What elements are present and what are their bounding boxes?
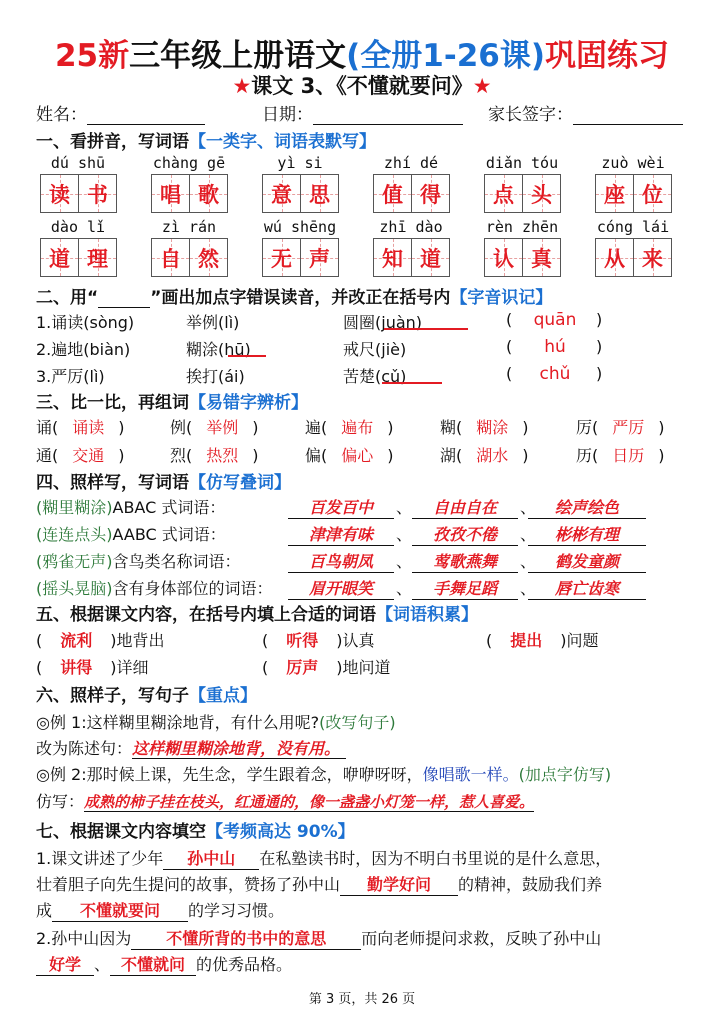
corrected-pinyin[interactable]: chǔ — [539, 364, 571, 384]
base-char: 通 — [36, 446, 53, 465]
separator: 、 — [520, 498, 537, 517]
compare-item — [440, 415, 529, 438]
answer-word[interactable]: 手舞足蹈 — [412, 576, 518, 600]
fill-text: 地问道 — [342, 658, 391, 677]
fill-sentence-3: 成 不懂就要问 的学习习惯。 — [36, 898, 284, 922]
base-char: 偏 — [305, 446, 322, 465]
answer-char: 然 — [198, 246, 219, 271]
pinyin-label: zuò wèi — [601, 154, 665, 172]
section-3-heading: 三、比一比，再组词【易错字辨析】 — [36, 393, 308, 413]
answer-char: 道 — [420, 246, 441, 271]
char-cell[interactable] — [634, 175, 671, 212]
compare-item — [305, 415, 394, 438]
paren: ) — [336, 631, 343, 650]
fill-text: 详细 — [116, 658, 149, 677]
corrected-pinyin[interactable]: hú — [544, 337, 566, 357]
answer-char: 唱 — [160, 182, 181, 207]
fill-item — [262, 655, 391, 678]
paren: ( — [321, 418, 328, 437]
pinyin-label: zhí dé — [383, 154, 439, 172]
pattern-type: AABC 式词语： — [112, 525, 226, 544]
answer-word[interactable]: 日历 — [612, 446, 645, 465]
example-word: (摇头晃脑) — [36, 579, 113, 598]
answer-word[interactable]: 热烈 — [206, 446, 239, 465]
separator: 、 — [520, 552, 537, 571]
compare-item — [576, 443, 665, 466]
paren: ( — [52, 418, 59, 437]
paren: ) — [658, 446, 665, 465]
answer-char: 知 — [382, 246, 403, 271]
answer-word[interactable]: 鹤发童颜 — [528, 549, 646, 573]
reading-item: 圆圈(juàn) — [343, 313, 423, 332]
char-box[interactable] — [595, 238, 672, 277]
char-cell[interactable] — [523, 239, 560, 276]
answer-word[interactable]: 严厉 — [612, 418, 645, 437]
answer-word[interactable]: 绘声绘色 — [528, 495, 646, 519]
answer-char: 思 — [309, 182, 330, 207]
pinyin-label: zì rán — [161, 218, 217, 236]
pinyin-label: cóng lái — [596, 218, 670, 236]
paren: ( — [36, 658, 43, 677]
fill-item — [36, 655, 149, 678]
fill-text: 认真 — [342, 631, 375, 650]
paren-close: ) — [596, 364, 603, 383]
answer-word[interactable]: 讲得 — [60, 658, 93, 677]
paren: ) — [118, 446, 125, 465]
parent-signature-field[interactable]: 家长签字： — [488, 100, 683, 125]
paren: ( — [456, 418, 463, 437]
answer-char: 认 — [493, 246, 514, 271]
paren: ( — [262, 658, 269, 677]
char-cell[interactable] — [263, 175, 301, 212]
pinyin-label: dú shū — [50, 154, 106, 172]
fill-text: 问题 — [566, 631, 599, 650]
reading-item: 1.诵读(sòng) — [36, 313, 135, 332]
paren: ) — [110, 631, 117, 650]
answer-word[interactable]: 自由自在 — [412, 495, 518, 519]
answer-word[interactable]: 偏心 — [341, 446, 374, 465]
pinyin-label: dào lǐ — [50, 218, 106, 236]
reading-item: 苦楚(cǔ) — [343, 367, 407, 386]
answer-word[interactable]: 百鸟朝凤 — [288, 549, 394, 573]
pinyin-label: wú shēng — [263, 218, 337, 236]
compare-item — [440, 443, 529, 466]
answer-char: 得 — [420, 182, 441, 207]
char-cell[interactable] — [190, 239, 227, 276]
fill-item — [36, 628, 165, 651]
paren: ) — [387, 446, 394, 465]
answer-char: 真 — [531, 246, 552, 271]
fill-text: 地背出 — [116, 631, 165, 650]
fill-item — [486, 628, 599, 651]
wrong-reading-mark — [382, 382, 442, 384]
char-cell[interactable] — [412, 175, 449, 212]
base-char: 例 — [170, 418, 187, 437]
char-cell[interactable] — [634, 239, 671, 276]
char-cell[interactable] — [374, 239, 412, 276]
paren: ) — [560, 631, 567, 650]
section-2-heading: 二、用“ ”画出加点字错误读音，并改正在括号内【字音识记】 — [36, 288, 553, 308]
fill-sentence-5: 好学 、 不懂就问 的优秀品格。 — [36, 952, 292, 976]
answer-char: 声 — [309, 246, 330, 271]
answer-char: 道 — [49, 246, 70, 271]
paren: ( — [456, 446, 463, 465]
paren: ( — [36, 631, 43, 650]
pinyin-label: yì si — [277, 154, 323, 172]
char-box[interactable] — [151, 174, 228, 213]
base-char: 历 — [576, 446, 593, 465]
compare-item — [170, 443, 259, 466]
corrected-pinyin[interactable]: quān — [533, 310, 577, 330]
paren: ( — [186, 418, 193, 437]
answer-word[interactable]: 眉开眼笑 — [288, 576, 394, 600]
reading-item: 糊涂(hū) — [186, 340, 251, 359]
paren-open: ( — [506, 364, 513, 383]
paren: ) — [522, 418, 529, 437]
paren-close: ) — [596, 337, 603, 356]
paren: ( — [592, 418, 599, 437]
char-cell[interactable] — [190, 175, 227, 212]
char-cell[interactable] — [523, 175, 560, 212]
fill-item — [262, 628, 375, 651]
fill-sentence-1: 1.课文讲述了少年 孙中山 在私塾读书时，因为不明白书里说的是什么意思， — [36, 846, 611, 870]
char-cell[interactable] — [485, 239, 523, 276]
compare-item — [36, 415, 125, 438]
base-char: 诵 — [36, 418, 53, 437]
char-cell[interactable] — [152, 175, 190, 212]
char-box[interactable] — [373, 238, 450, 277]
base-char: 遍 — [305, 418, 322, 437]
answer-char: 意 — [271, 182, 292, 207]
separator: 、 — [396, 525, 413, 544]
char-cell[interactable] — [152, 239, 190, 276]
answer-char: 位 — [642, 182, 663, 207]
pattern-label — [36, 549, 241, 572]
compare-item — [36, 443, 125, 466]
paren: ) — [118, 418, 125, 437]
char-box[interactable] — [484, 238, 561, 277]
char-box[interactable] — [262, 174, 339, 213]
section-1-heading: 一、看拼音，写词语【一类字、词语表默写】 — [36, 132, 376, 152]
char-box[interactable] — [595, 174, 672, 213]
star-icon: ★ — [232, 74, 252, 98]
compare-item — [170, 415, 259, 438]
paren-open: ( — [506, 310, 513, 329]
pinyin-label: zhī dào — [379, 218, 443, 236]
paren: ( — [486, 631, 493, 650]
example-1: ◎例 1:这样糊里糊涂地背，有什么用呢?(改写句子) — [36, 713, 396, 732]
answer-char: 无 — [271, 246, 292, 271]
pattern-label — [36, 495, 225, 518]
answer-char: 座 — [604, 182, 625, 207]
answer-char: 头 — [531, 182, 552, 207]
paren: ( — [592, 446, 599, 465]
example-word: (糊里糊涂) — [36, 498, 113, 517]
paren: ( — [186, 446, 193, 465]
section-4-heading: 四、照样写，写词语【仿写叠词】 — [36, 473, 291, 493]
char-cell[interactable] — [41, 175, 79, 212]
answer-char: 从 — [604, 246, 625, 271]
wrong-reading-mark — [228, 355, 266, 357]
answer-char: 值 — [382, 182, 403, 207]
name-field[interactable]: 姓名： — [36, 100, 205, 125]
char-box[interactable] — [484, 174, 561, 213]
base-char: 糊 — [440, 418, 457, 437]
answer-word[interactable]: 举例 — [206, 418, 239, 437]
answer-word[interactable]: 湖水 — [476, 446, 509, 465]
separator: 、 — [520, 525, 537, 544]
paren-open: ( — [506, 337, 513, 356]
paren: ) — [252, 418, 259, 437]
paren: ( — [52, 446, 59, 465]
paren: ) — [110, 658, 117, 677]
pattern-type: ABAC 式词语： — [112, 498, 226, 517]
lesson-subtitle: ★课文 3、《不懂就要问》★ — [232, 74, 492, 98]
answer-word[interactable]: 诵读 — [72, 418, 105, 437]
char-box[interactable] — [373, 174, 450, 213]
date-field[interactable]: 日期： — [262, 100, 463, 125]
char-cell[interactable] — [301, 239, 338, 276]
paren: ( — [262, 631, 269, 650]
pattern-type: 含有身体部位的词语： — [112, 579, 273, 598]
char-cell[interactable] — [79, 175, 116, 212]
section-5-heading: 五、根据课文内容，在括号内填上合适的词语【词语积累】 — [36, 605, 478, 625]
paren: ( — [321, 446, 328, 465]
char-cell[interactable] — [596, 175, 634, 212]
char-box[interactable] — [151, 238, 228, 277]
paren: ) — [658, 418, 665, 437]
pattern-type: 含鸟类名称词语： — [112, 552, 241, 571]
char-cell[interactable] — [412, 239, 449, 276]
separator: 、 — [396, 552, 413, 571]
paren: ) — [252, 446, 259, 465]
paren-close: ) — [596, 310, 603, 329]
base-char: 厉 — [576, 418, 593, 437]
answer-word[interactable]: 莺歌燕舞 — [412, 549, 518, 573]
reading-item: 3.严厉(lì) — [36, 367, 105, 386]
answer-word[interactable]: 糊涂 — [476, 418, 509, 437]
pattern-label — [36, 576, 273, 599]
star-icon: ★ — [472, 74, 492, 98]
char-box[interactable] — [40, 174, 117, 213]
answer-word[interactable]: 听得 — [286, 631, 319, 650]
section-7-heading: 七、根据课文内容填空【考频高达 90%】 — [36, 822, 355, 842]
compare-item — [305, 443, 394, 466]
answer-word[interactable]: 遍布 — [341, 418, 374, 437]
answer-word[interactable]: 津津有味 — [288, 522, 394, 546]
char-box[interactable] — [262, 238, 339, 277]
char-cell[interactable] — [263, 239, 301, 276]
answer-char: 读 — [49, 182, 70, 207]
paren: ) — [522, 446, 529, 465]
example-word: (鸦雀无声) — [36, 552, 113, 571]
page-title: 25新三年级上册语文(全册1-26课)巩固练习 — [54, 38, 670, 74]
pinyin-label: rèn zhēn — [485, 218, 559, 236]
paren: ) — [387, 418, 394, 437]
wrong-reading-mark — [384, 328, 468, 330]
page-number: 第 3 页，共 26 页 — [308, 992, 416, 1007]
answer-1: 改为陈述句：这样糊里糊涂地背，没有用。 — [36, 736, 346, 759]
char-cell[interactable] — [374, 175, 412, 212]
section-6-heading: 六、照样子，写句子【重点】 — [36, 686, 257, 706]
char-cell[interactable] — [485, 175, 523, 212]
char-cell[interactable] — [596, 239, 634, 276]
answer-2: 仿写：成熟的柿子挂在枝头，红通通的，像一盏盏小灯笼一样，惹人喜爱。 — [36, 792, 535, 811]
separator: 、 — [520, 579, 537, 598]
answer-char: 歌 — [198, 182, 219, 207]
char-cell[interactable] — [79, 239, 116, 276]
separator: 、 — [396, 498, 413, 517]
pinyin-label: diǎn tóu — [485, 154, 559, 172]
answer-char: 自 — [160, 246, 181, 271]
fill-sentence-4: 2.孙中山因为 不懂所背的书中的意思 而向老师提问求救，反映了孙中山 — [36, 926, 601, 950]
char-cell[interactable] — [41, 239, 79, 276]
pinyin-label: chàng gē — [152, 154, 226, 172]
pattern-label — [36, 522, 226, 545]
answer-word[interactable]: 彬彬有理 — [528, 522, 646, 546]
answer-word[interactable]: 唇亡齿寒 — [528, 576, 646, 600]
answer-word[interactable]: 流利 — [60, 631, 93, 650]
answer-char: 点 — [493, 182, 514, 207]
fill-sentence-2: 壮着胆子向先生提问的故事，赞扬了孙中山 勤学好问 的精神，鼓励我们养 — [36, 872, 602, 896]
reading-item: 举例(lì) — [186, 313, 240, 332]
char-cell[interactable] — [301, 175, 338, 212]
answer-word[interactable]: 提出 — [510, 631, 543, 650]
separator: 、 — [396, 579, 413, 598]
answer-word[interactable]: 百发百中 — [288, 495, 394, 519]
reading-item: 戒尺(jiè) — [343, 340, 407, 359]
example-word: (连连点头) — [36, 525, 113, 544]
char-box[interactable] — [40, 238, 117, 277]
paren: ) — [336, 658, 343, 677]
example-2: ◎例 2:那时候上课，先生念，学生跟着念，咿咿呀呀，像唱歌一样。(加点字仿写) — [36, 765, 612, 784]
reading-item: 2.遍地(biàn) — [36, 340, 131, 359]
answer-word[interactable]: 交通 — [72, 446, 105, 465]
compare-item — [576, 415, 665, 438]
base-char: 湖 — [440, 446, 457, 465]
answer-char: 理 — [87, 246, 108, 271]
answer-char: 书 — [87, 182, 108, 207]
answer-char: 来 — [642, 246, 663, 271]
base-char: 烈 — [170, 446, 187, 465]
answer-word[interactable]: 孜孜不倦 — [412, 522, 518, 546]
reading-item: 挨打(ái) — [186, 367, 245, 386]
answer-word[interactable]: 厉声 — [286, 658, 319, 677]
